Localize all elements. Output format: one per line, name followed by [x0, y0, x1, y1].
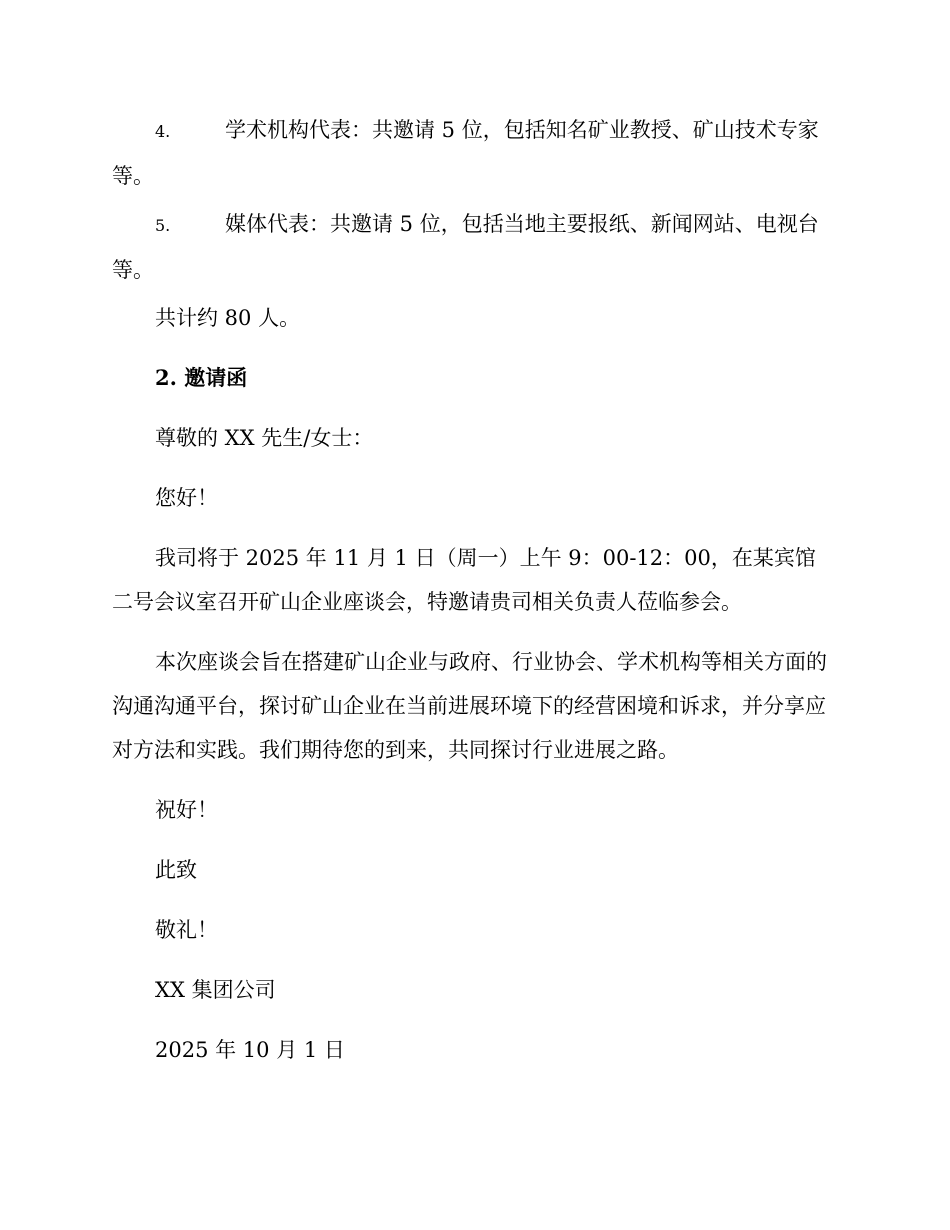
list-item-text: 学术机构代表：共邀请 5 位，包括知名矿业教授、矿山技术专家等。 — [112, 118, 819, 188]
letter-closing: 此致 — [155, 858, 197, 882]
list-item-academic — [112, 108, 830, 198]
list-item-media — [112, 202, 830, 292]
letter-greeting: 您好！ — [155, 486, 218, 510]
letter-body-paragraph: 我司将于 2025 年 11 月 1 日（周一）上午 9：00-12：00，在某宾馆二号会议室召开矿山企业座谈会，特邀请贵司相关负责人莅临参会。 — [112, 546, 816, 614]
section-heading: 2. 邀请函 — [155, 365, 248, 390]
total-count: 共计约 80 人。 — [155, 306, 301, 330]
list-item-text: 媒体代表：共邀请 5 位，包括当地主要报纸、新闻网站、电视台等。 — [112, 212, 819, 282]
list-number: 4. — [155, 122, 171, 141]
document-page — [112, 108, 830, 1088]
letter-signature: XX 集团公司 — [155, 978, 276, 1002]
letter-body-paragraph: 本次座谈会旨在搭建矿山企业与政府、行业协会、学术机构等相关方面的沟通沟通平台，探讨矿山企业在当前进展环境下的经营困境和诉求，并分享应对方法和实践。我们期待您的到来，共同探讨行业进展之路。 — [112, 650, 827, 762]
letter-closing: 敬礼！ — [155, 918, 218, 942]
list-number: 5. — [155, 216, 171, 235]
letter-salutation: 尊敬的 XX 先生/女士： — [155, 426, 374, 450]
letter-wish: 祝好！ — [155, 798, 218, 822]
letter-date: 2025 年 10 月 1 日 — [155, 1038, 345, 1062]
